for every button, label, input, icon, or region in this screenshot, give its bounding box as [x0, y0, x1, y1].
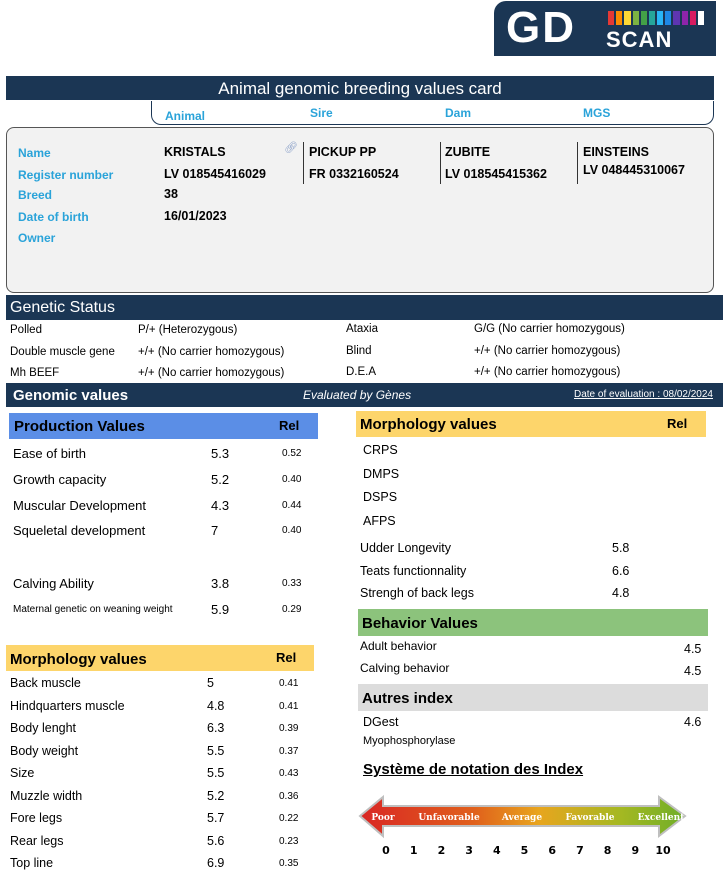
logo-bar [633, 11, 639, 25]
production-label: Calving Ability [13, 576, 94, 591]
autres-header [358, 684, 708, 711]
behavior-label: Adult behavior [360, 639, 437, 653]
morphology-rel: 0.37 [279, 745, 299, 757]
production-header [9, 413, 318, 439]
morphology-rel: 0.41 [279, 678, 299, 689]
logo-scan-text: SCAN [606, 27, 673, 52]
label-dob: Date of birth [18, 210, 89, 224]
gdscan-logo [494, 1, 716, 56]
morphology-value: 5.2 [207, 788, 225, 803]
gs-value: P/+ (Heterozygous) [138, 324, 238, 336]
scale-label: Unfavorable [418, 813, 480, 823]
scale-label: Average [501, 813, 543, 823]
scale-label: Poor [371, 813, 395, 823]
scale-tick: 8 [603, 844, 612, 857]
morphology-rel: 0.41 [279, 700, 299, 712]
production-value: 7 [211, 523, 219, 538]
logo-bar [616, 11, 622, 25]
logo-bar [665, 11, 671, 25]
morphology-rel: 0.23 [279, 835, 299, 847]
production-value: 5.3 [211, 446, 230, 461]
logo-color-bars [608, 11, 704, 25]
genomic-values-title: Genomic values [13, 387, 129, 404]
morphology-label: Hindquarters muscle [10, 698, 125, 713]
genetic-status-title: Genetic Status [6, 295, 723, 320]
divider [440, 142, 441, 184]
gs-value: +/+ (No carrier homozygous) [138, 346, 285, 358]
logo-bar [624, 11, 630, 25]
evaluated-by: Evaluated by Gènes [303, 388, 412, 402]
production-rel: Rel [279, 418, 300, 433]
logo-bar [682, 11, 688, 25]
morphology-right-rel: Rel [667, 416, 688, 431]
logo-gd-text: GD [506, 3, 576, 52]
production-value: 3.8 [211, 576, 230, 591]
autres-value: 4.6 [684, 715, 702, 729]
behavior-label: Calving behavior [360, 661, 450, 675]
production-value: 4.3 [211, 498, 230, 513]
scale-tick: 5 [520, 844, 529, 857]
label-breed: Breed [18, 188, 53, 202]
morphology-value: 5.5 [207, 766, 225, 780]
morphology-label: Size [10, 766, 35, 780]
morphology-label: Fore legs [10, 811, 63, 825]
morphology-label: Body lenght [10, 721, 77, 735]
gs-label: Ataxia [346, 323, 378, 335]
gs-label: Polled [10, 324, 42, 336]
label-owner: Owner [18, 231, 56, 245]
production-rel: 0.44 [282, 500, 302, 511]
morphology-left-header [6, 645, 314, 671]
morphology-right-header [356, 411, 706, 437]
gs-value: +/+ (No carrier homozygous) [138, 367, 285, 379]
production-label: Growth capacity [13, 472, 107, 487]
morphology-value: 5.8 [612, 541, 630, 555]
morphology-value: 4.8 [207, 698, 225, 713]
autres-title: Autres index [362, 690, 453, 707]
scale-tick: 3 [465, 844, 473, 857]
label-register: Register number [18, 168, 114, 182]
morphology-label: Body weight [10, 743, 79, 758]
morphology-right-title: Morphology values [360, 416, 497, 433]
logo-bar [690, 11, 696, 25]
scale-tick: 0 [382, 844, 390, 857]
column-headers [151, 101, 714, 125]
logo-bar [698, 11, 704, 25]
mgs-register: LV 048445310067 [583, 163, 685, 177]
morphology-label: Back muscle [10, 676, 81, 690]
animal-breed: 38 [164, 187, 178, 201]
scale-label: Favorable [565, 813, 615, 823]
morphology-value: 6.3 [207, 721, 225, 735]
morphology-rel: 0.36 [279, 790, 299, 802]
production-label: Ease of birth [13, 446, 86, 461]
rating-scale-arrow [355, 792, 695, 862]
production-rel: 0.29 [282, 604, 302, 615]
morphology-label: Muzzle width [10, 788, 83, 803]
morphology-value: 5.7 [207, 811, 225, 825]
col-mgs: MGS [583, 106, 611, 120]
scale-tick: 4 [492, 844, 501, 857]
production-title: Production Values [14, 418, 145, 435]
gs-label: D.E.A [346, 366, 377, 378]
col-animal: Animal [165, 109, 206, 123]
scale-tick: 7 [576, 844, 584, 857]
production-value: 5.9 [211, 602, 230, 617]
gs-value: +/+ (No carrier homozygous) [474, 345, 621, 357]
scale-tick: 9 [631, 844, 640, 857]
label-name: Name [18, 146, 51, 160]
genomic-values-bar [6, 383, 723, 407]
logo-bar [649, 11, 655, 25]
morphology-rel: 0.43 [279, 768, 299, 779]
morphology-code: AFPS [363, 513, 396, 528]
morphology-rel: 0.22 [279, 813, 299, 824]
gs-value: +/+ (No carrier homozygous) [474, 366, 621, 378]
production-label: Muscular Development [13, 498, 146, 513]
production-rel: 0.40 [282, 474, 302, 485]
scale-tick: 1 [409, 844, 418, 857]
morphology-left-rel: Rel [276, 650, 297, 665]
scale-tick: 10 [655, 844, 671, 857]
logo-bar [657, 11, 663, 25]
mgs-name: EINSTEINS [583, 145, 649, 159]
identity-panel [6, 127, 714, 293]
col-sire: Sire [310, 106, 333, 120]
morphology-label: Udder Longevity [360, 541, 452, 555]
scale-title: Système de notation des Index [363, 761, 584, 778]
gs-label: Blind [346, 345, 372, 357]
morphology-rel: 0.35 [279, 858, 299, 869]
morphology-code: DMPS [363, 466, 400, 481]
divider [577, 142, 578, 184]
card-title: Animal genomic breeding values card [6, 76, 714, 100]
autres-label: Myophosphorylase [363, 735, 456, 747]
production-value: 5.2 [211, 472, 230, 487]
morphology-value: 6.9 [207, 856, 225, 870]
sire-name: PICKUP PP [309, 145, 377, 159]
morphology-code: CRPS [363, 443, 398, 457]
behavior-title: Behavior Values [362, 615, 478, 632]
behavior-header [358, 609, 708, 636]
morphology-value: 5 [207, 676, 214, 690]
autres-label: DGest [363, 715, 399, 729]
scale-tick: 2 [437, 844, 446, 857]
dam-name: ZUBITE [445, 145, 491, 159]
behavior-value: 4.5 [684, 664, 702, 678]
morphology-left-title: Morphology values [10, 651, 147, 668]
col-dam: Dam [445, 106, 472, 120]
divider [303, 142, 304, 184]
production-rel: 0.33 [282, 578, 302, 589]
scale-label: Excellent [637, 813, 685, 823]
logo-bar [641, 11, 647, 25]
sire-register: FR 0332160524 [309, 167, 399, 181]
morphology-value: 5.6 [207, 833, 225, 848]
production-label: Maternal genetic on weaning weight [13, 604, 173, 615]
behavior-value: 4.5 [684, 642, 702, 656]
morphology-label: Top line [10, 856, 54, 870]
scale-tick: 6 [548, 844, 557, 857]
morphology-label: Rear legs [10, 833, 64, 848]
morphology-code: DSPS [363, 490, 398, 504]
gs-value: G/G (No carrier homozygous) [474, 323, 625, 335]
morphology-value: 6.6 [612, 564, 630, 578]
animal-name: KRISTALS [164, 145, 226, 159]
production-label: Squeletal development [13, 523, 146, 538]
morphology-label: Teats functionnality [360, 564, 467, 578]
morphology-label: Strengh of back legs [360, 586, 474, 600]
gs-label: Mh BEEF [10, 367, 60, 379]
dam-register: LV 018545415362 [445, 167, 547, 181]
evaluation-date: Date of evaluation : 08/02/2024 [574, 389, 713, 400]
animal-dob: 16/01/2023 [164, 209, 227, 223]
gs-label: Double muscle gene [10, 346, 115, 358]
production-rel: 0.52 [282, 448, 302, 459]
link-icon[interactable]: 🔗︎ [284, 142, 298, 154]
animal-register: LV 018545416029 [164, 167, 266, 181]
logo-bar [608, 11, 614, 25]
production-rel: 0.40 [282, 525, 302, 536]
morphology-value: 4.8 [612, 586, 630, 600]
morphology-value: 5.5 [207, 743, 225, 758]
morphology-rel: 0.39 [279, 723, 299, 734]
logo-bar [673, 11, 679, 25]
